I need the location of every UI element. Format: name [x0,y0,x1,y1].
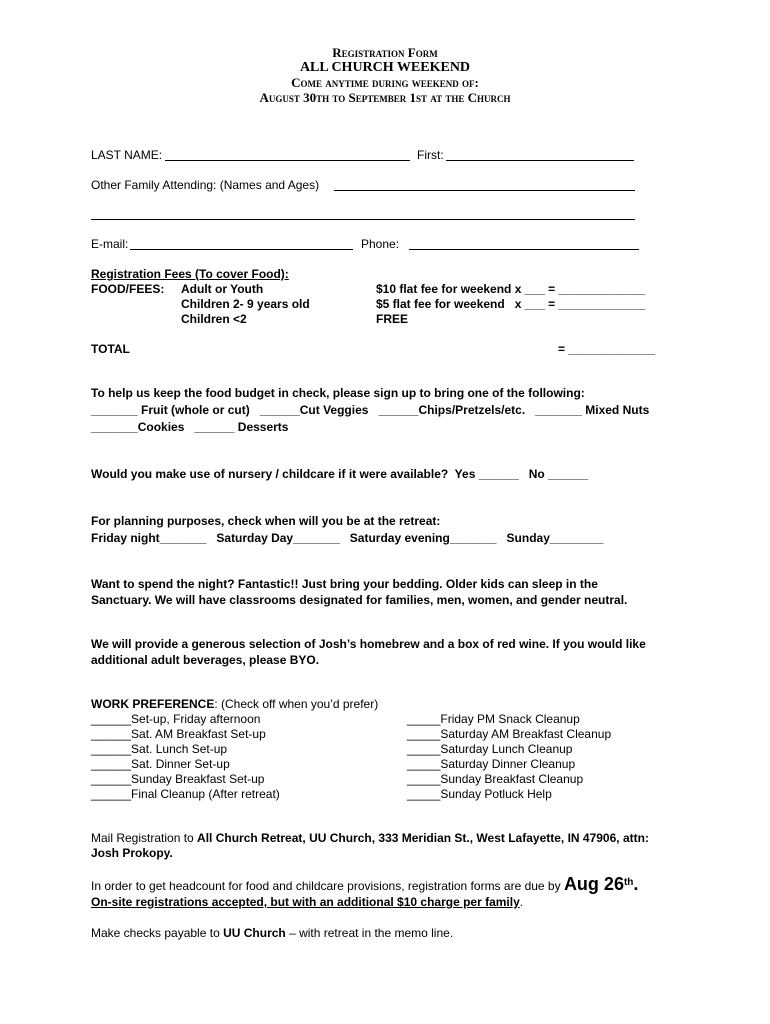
work-preference-title: WORK PREFERENCE [91,697,215,711]
due-date-line [91,872,638,897]
mail-prefix: Mail Registration to [91,831,198,845]
first-name-field[interactable] [446,160,634,161]
overnight-text-1: Want to spend the night? Fantastic!! Just bring your bedding. Older kids can sleep in the [91,577,598,591]
email-field[interactable] [130,249,353,250]
header-line-1: Registration Form [332,45,438,60]
other-family-field[interactable] [334,190,635,191]
beverages-text-1: We will provide a generous selection of Josh’s homebrew and a box of red wine. If you would like [91,637,646,651]
infant-fee-line: FREE [376,312,409,326]
beverages-text-2: additional adult beverages, please BYO. [91,653,320,667]
fees-heading: Registration Fees (To cover Food): [91,267,289,281]
work-preference-note: : (Check off when you’d prefer) [214,697,379,711]
phone-label: Phone: [361,237,400,251]
work-item[interactable]: _____Sunday Breakfast Cleanup [407,772,584,786]
email-label: E-mail: [91,237,129,251]
adult-fee-line[interactable]: $10 flat fee for weekend x ___ = _____________ [376,282,646,296]
due-period: . [633,874,639,894]
checks-prefix: Make checks payable to [91,926,224,940]
food-options-row-1[interactable]: _______ Fruit (whole or cut) ______Cut Veggies ______Chips/Pretzels/etc. _______ Mixed Nuts [91,403,650,417]
work-item[interactable]: _____Saturday Lunch Cleanup [407,742,573,756]
due-date-suffix: th [623,877,634,888]
work-right-column [407,712,611,802]
work-item[interactable]: ______Set-up, Friday afternoon [91,712,261,726]
food-options-row-2[interactable]: _______Cookies ______ Desserts [91,420,289,434]
children-2-9-label: Children 2- 9 years old [181,297,310,311]
work-left-column [91,712,280,802]
work-item[interactable]: ______Sat. AM Breakfast Set-up [91,727,266,741]
onsite-line [91,895,523,910]
food-prompt: To help us keep the food budget in check, please sign up to bring one of the following: [91,386,585,400]
work-item[interactable]: _____Friday PM Snack Cleanup [407,712,580,726]
onsite-end: . [519,895,524,909]
total-label: TOTAL [91,342,130,356]
planning-prompt: For planning purposes, check when will you be at the retreat: [91,514,441,528]
other-family-field-2[interactable] [91,219,635,220]
onsite-text: On-site registrations accepted, but with an additional $10 charge per family [91,895,520,909]
checks-line [91,926,453,941]
adult-youth-label: Adult or Youth [181,282,264,296]
header-title: ALL CHURCH WEEKEND [299,60,471,75]
work-item[interactable]: _____Saturday Dinner Cleanup [407,757,576,771]
due-text: In order to get headcount for food and childcare provisions, registration forms are due by [91,879,564,893]
phone-field[interactable] [409,249,639,250]
work-item[interactable]: ______Sat. Lunch Set-up [91,742,228,756]
child-fee-line[interactable]: $5 flat fee for weekend x ___ = _____________ [376,297,646,311]
mail-attn: Josh Prokopy. [91,846,173,860]
food-fees-label: FOOD/FEES: [91,282,165,296]
overnight-text-2: Sanctuary. We will have classrooms designated for families, men, women, and gender neutral. [91,593,628,607]
work-item[interactable]: ______Sunday Breakfast Set-up [91,772,265,786]
due-date: Aug 26 [563,874,624,894]
last-name-field[interactable] [165,160,410,161]
first-name-label: First: [417,148,444,162]
nursery-question[interactable]: Would you make use of nursery / childcare if it were available? Yes ______ No ______ [91,467,589,481]
checks-payee: UU Church [223,926,286,940]
work-item[interactable]: _____Sunday Potluck Help [407,787,552,801]
planning-options[interactable]: Friday night_______ Saturday Day_______ Saturday evening_______ Sunday________ [91,531,604,545]
children-under-2-label: Children <2 [181,312,247,326]
work-item[interactable]: _____Saturday AM Breakfast Cleanup [407,727,612,741]
mail-address: All Church Retreat, UU Church, 333 Meridian St., West Lafayette, IN 47906, attn: [197,831,649,845]
work-preference-heading [91,697,378,712]
total-field[interactable]: = _____________ [558,342,656,356]
last-name-label: LAST NAME: [91,148,163,162]
header-line-3: Come anytime during weekend of: [291,75,479,90]
mail-registration-line [91,831,649,846]
other-family-label: Other Family Attending: (Names and Ages) [91,178,320,192]
work-item[interactable]: ______Sat. Dinner Set-up [91,757,230,771]
checks-suffix: – with retreat in the memo line. [285,926,454,940]
header-dates: August 30th to September 1st at the Church [259,90,511,105]
work-item[interactable]: ______Final Cleanup (After retreat) [91,787,280,801]
